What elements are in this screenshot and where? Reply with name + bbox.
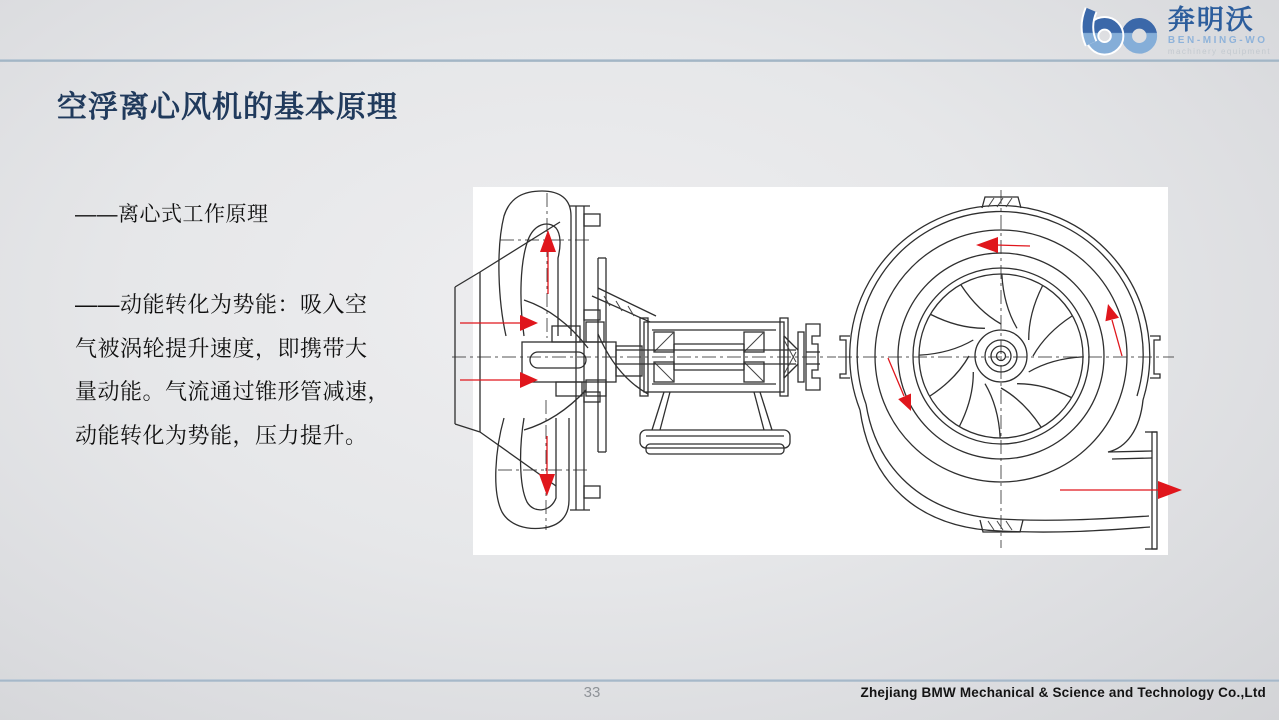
header-divider bbox=[0, 59, 1279, 62]
logo-text bbox=[1168, 6, 1271, 56]
logo-text-sub: machinery equipment bbox=[1167, 47, 1271, 56]
logo-text-en: BEN-MING-WO bbox=[1167, 35, 1268, 46]
paragraph-line: 量动能。气流通过锥形管减速， bbox=[75, 379, 391, 404]
body-paragraph bbox=[75, 283, 390, 457]
bo-logo-icon bbox=[1074, 4, 1166, 58]
lead-line: ——离心式工作原理 bbox=[75, 203, 269, 226]
figure-white-background bbox=[473, 187, 1168, 555]
paragraph-line: ——动能转化为势能：吸入空 bbox=[75, 292, 368, 317]
paragraph-line: 气被涡轮提升速度，即携带大 bbox=[75, 335, 368, 361]
blower-diagram-figure bbox=[440, 180, 1200, 575]
paragraph-line: 动能转化为势能，压力提升。 bbox=[75, 422, 368, 448]
footer-divider bbox=[0, 679, 1279, 682]
footer-company-name: Zhejiang BMW Mechanical & Science and Technology Co.,Ltd bbox=[860, 685, 1266, 700]
page-title: 空浮离心风机的基本原理 bbox=[57, 91, 398, 124]
logo-text-cn: 奔明沃 bbox=[1167, 5, 1255, 35]
company-logo bbox=[1074, 4, 1271, 58]
page-number: 33 bbox=[583, 684, 601, 701]
